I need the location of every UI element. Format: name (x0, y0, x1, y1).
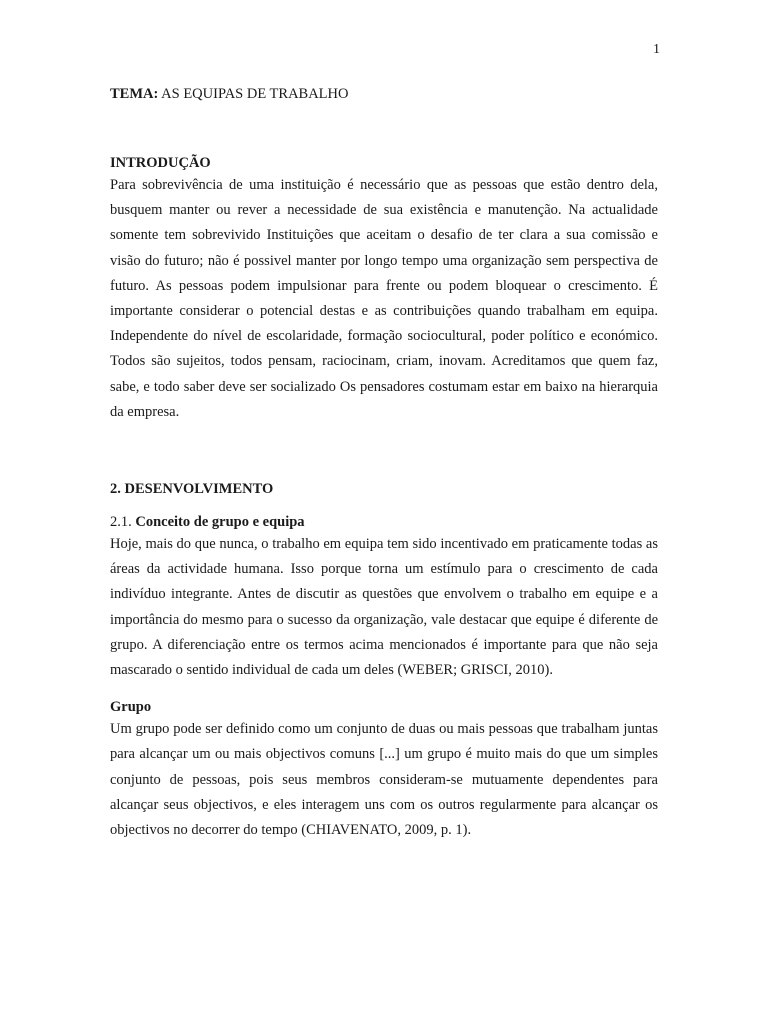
introducao-paragraph: Para sobrevivência de uma instituição é necessário que as pessoas que estão dentro dela, busquem manter ou rever a necessidade de sua existência e manutenção. Na actualidade somente tem sobrevivido Instituições que aceitam o desafio de ter clara a sua comissão e visão do futuro; não é possivel manter por longo tempo uma organização sem perspectiva de futuro. As pessoas podem impulsionar para frente ou podem bloquear o crescimento. É importante considerar o potencial destas e as contribuições quando trabalham em equipa. Independente do nível de escolaridade, formação sociocultural, poder político e económico. Todos são sujeitos, todos pensam, raciocinam, criam, inovam. Acreditamos que quem faz, sabe, e todo saber deve ser socializado Os pensadores costumam estar em baixo na hierarquia da empresa. (110, 177, 658, 420)
desenvolvimento-title: 2. DESENVOLVIMENTO (110, 481, 274, 498)
tema-value: AS EQUIPAS DE TRABALHO (158, 86, 349, 102)
desenvolvimento-paragraph: Hoje, mais do que nunca, o trabalho em equipa tem sido incentivado em praticamente todas as áreas da actividade humana. Isso porque torna um estímulo para o crescimento de cada indivíduo integrante. Antes de discutir as questões que envolvem o trabalho em equipe e a importância do mesmo para o sucesso da organização, vale destacar que equipe é diferente de grupo. A diferenciação entre os termos acima mencionados é importante para que não seja mascarado o sentido individual de cada um deles (WEBER; GRISCI, 2010). (110, 536, 658, 679)
introducao-title: INTRODUÇÃO (110, 155, 211, 171)
subsection-text: Conceito de grupo e equipa (131, 514, 305, 531)
document-body (110, 84, 658, 843)
grupo-paragraph: Um grupo pode ser definido como um conjunto de duas ou mais pessoas que trabalham juntas para alcançar um ou mais objectivos comuns [...] um grupo é muito mais do que um simples conjunto de pessoas, pois seus membros consideram-se mutuamente dependentes para alcançar seus objectivos, e eles interagem uns com os outros regularmente para alcançar os objectivos no decorrer do tempo (CHIAVENATO, 2009, p. 1). (110, 721, 658, 839)
subsection-number: 2.1. (110, 514, 132, 531)
subsection-title (110, 512, 658, 532)
tema-label: TEMA: (110, 86, 159, 102)
page-number: 1 (653, 42, 660, 57)
tema-line (110, 84, 658, 104)
grupo-title: Grupo (110, 699, 152, 716)
